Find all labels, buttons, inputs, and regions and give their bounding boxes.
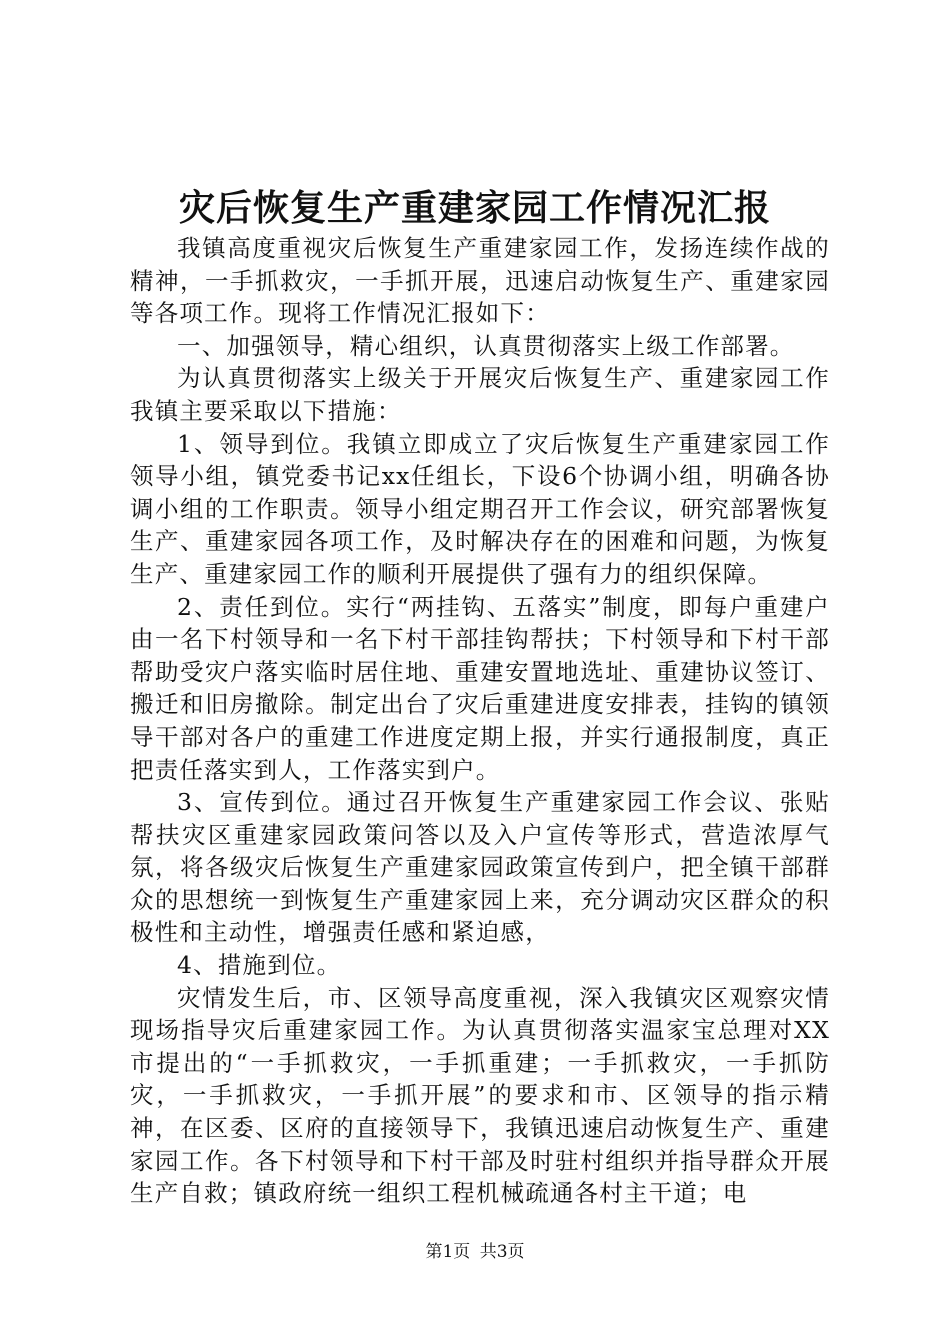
page-number: 第1页: [425, 1242, 471, 1262]
document-body: [130, 232, 830, 1210]
paragraph-publicity: 3、宣传到位。通过召开恢复生产重建家园工作会议、张贴帮扶灾区重建家园政策问答以及入户宣传等形式，营造浓厚气氛，将各级灾后恢复生产重建家园政策宣传到户，把全镇干部群众的思想统一到恢复生产重建家园上来，充分调动灾区群众的积极性和主动性，增强责任感和紧迫感，: [130, 788, 830, 947]
paragraph-leadership: 1、领导到位。我镇立即成立了灾后恢复生产重建家园工作领导小组，镇党委书记xx任组长，下设6个协调小组，明确各协调小组的工作职责。领导小组定期召开工作会议，研究部署恢复生产、重建家园各项工作，及时解决存在的困难和问题，为恢复生产、重建家园工作的顺利开展提供了强有力的组织保障。: [130, 429, 830, 588]
paragraph-measures-heading: 4、措施到位。: [177, 951, 342, 980]
page-total: 共3页: [479, 1242, 525, 1262]
page-footer: [0, 1240, 950, 1264]
paragraph-disaster-response: 灾情发生后，市、区领导高度重视，深入我镇灾区观察灾情现场指导灾后重建家园工作。为认真贯彻落实温家宝总理对XX市提出的“一手抓救灾，一手抓重建；一手抓救灾，一手抓防灾，一手抓救灾，一手抓开展”的要求和市、区领导的指示精神，在区委、区府的直接领导下，我镇迅速启动恢复生产、重建家园工作。各下村领导和下村干部及时驻村组织并指导群众开展生产自救；镇政府统一组织工程机械疏通各村主干道；电: [130, 983, 830, 1208]
paragraph-intro: 我镇高度重视灾后恢复生产重建家园工作，发扬连续作战的精神，一手抓救灾，一手抓开展，迅速启动恢复生产、重建家园等各项工作。现将工作情况汇报如下：: [130, 234, 830, 328]
document-title: 灾后恢复生产重建家园工作情况汇报: [178, 187, 771, 229]
paragraph-measures-intro: 为认真贯彻落实上级关于开展灾后恢复生产、重建家园工作我镇主要采取以下措施：: [130, 364, 830, 425]
paragraph-section-heading: 一、加强领导，精心组织，认真贯彻落实上级工作部署。: [177, 331, 795, 360]
paragraph-responsibility: 2、责任到位。实行“两挂钩、五落实”制度，即每户重建户由一名下村领导和一名下村干部挂钩帮扶；下村领导和下村干部帮助受灾户落实临时居住地、重建安置地选址、重建协议签订、搬迁和旧房撤除。制定出台了灾后重建进度安排表，挂钩的镇领导干部对各户的重建工作进度定期上报，并实行通报制度，真正把责任落实到人，工作落实到户。: [130, 592, 830, 784]
